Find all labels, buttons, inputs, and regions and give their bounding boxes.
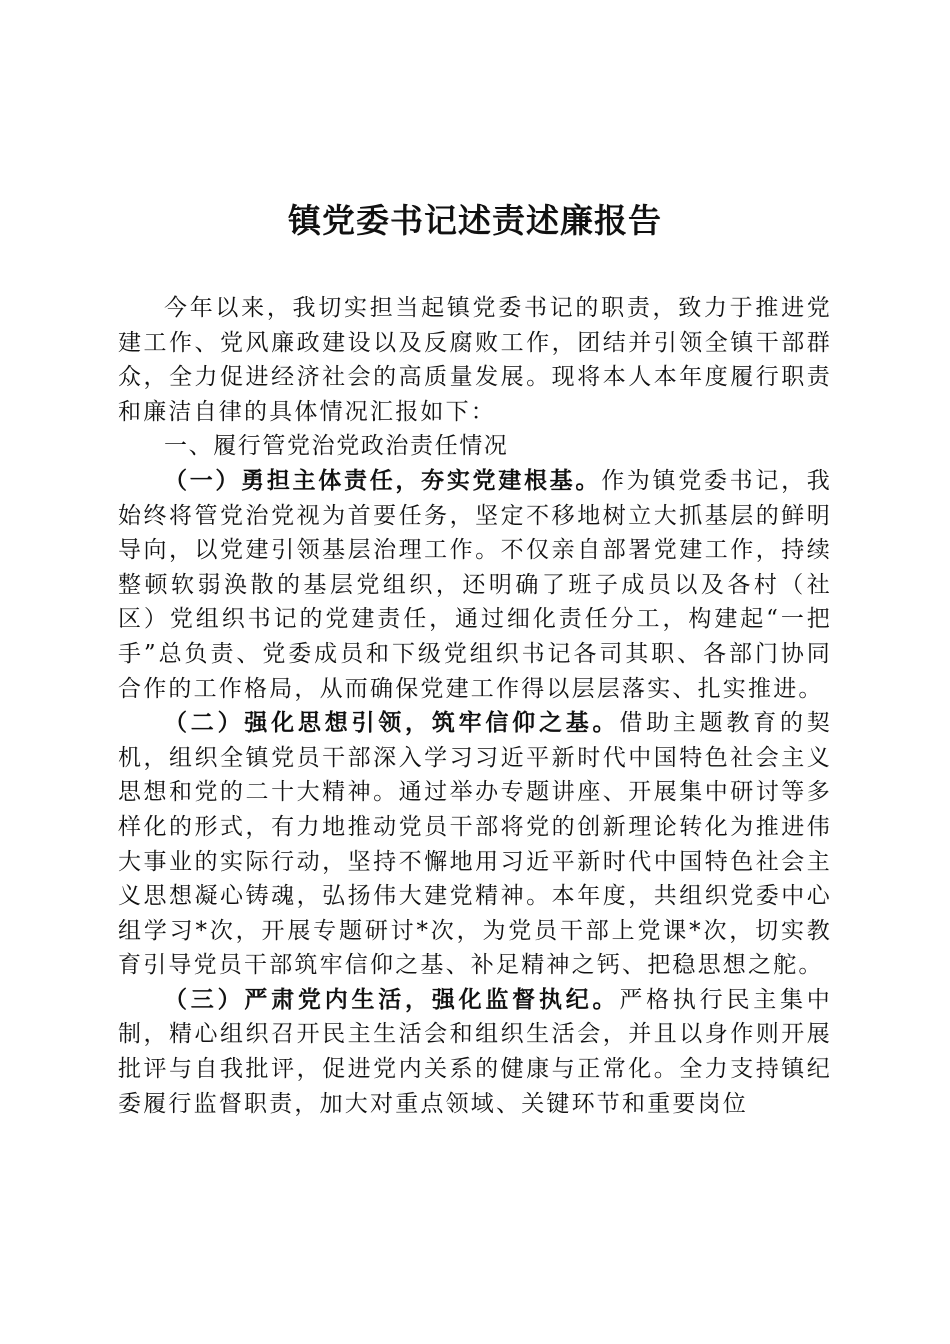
item-paragraph-3 (118, 983, 832, 1121)
item-lead-2: （二）强化思想引领，筑牢信仰之基。 (164, 709, 620, 737)
item-text-2: 借助主题教育的契机，组织全镇党员干部深入学习习近平新时代中国特色社会主义思想和党的二十大精神。通过举办专题讲座、开展集中研讨等多样化的形式，有力地推动党员干部将党的创新理论转化为推进伟大事业的实际行动，坚持不懈地用习近平新时代中国特色社会主义思想凝心铸魂，弘扬伟大建党精神。本年度，共组织党委中心组学习*次，开展专题研讨*次，为党员干部上党课*次，切实教育引导党员干部筑牢信仰之基、补足精神之钙、把稳思想之舵。 (118, 710, 832, 979)
item-paragraph-1 (118, 464, 832, 706)
item-lead-3: （三）严肃党内生活，强化监督执纪。 (164, 985, 620, 1013)
document-body (118, 291, 832, 1121)
item-paragraph-2 (118, 706, 832, 983)
item-text-3: 严格执行民主集中制，精心组织召开民主生活会和组织生活会，并且以身作则开展批评与自我批评，促进党内关系的健康与正常化。全力支持镇纪委履行监督职责，加大对重点领域、关键环节和重要岗位 (118, 986, 832, 1117)
item-lead-1: （一）勇担主体责任，夯实党建根基。 (164, 466, 602, 494)
section-heading: 一、履行管党治党政治责任情况 (164, 433, 509, 460)
document-title: 镇党委书记述责述廉报告 (288, 201, 662, 240)
intro-paragraph: 今年以来，我切实担当起镇党委书记的职责，致力于推进党建工作、党风廉政建设以及反腐败工作，团结并引领全镇干部群众，全力促进经济社会的高质量发展。现将本人本年度履行职责和廉洁自律的具体情况汇报如下： (118, 295, 832, 425)
item-text-1: 作为镇党委书记，我始终将管党治党视为首要任务，坚定不移地树立大抓基层的鲜明导向，以党建引领基层治理工作。不仅亲自部署党建工作，持续整顿软弱涣散的基层党组织，还明确了班子成员以及各村（社区）党组织书记的党建责任，通过细化责任分工，构建起“一把手”总负责、党委成员和下级党组织书记各司其职、各部门协同合作的工作格局，从而确保党建工作得以层层落实、扎实推进。 (118, 467, 832, 702)
